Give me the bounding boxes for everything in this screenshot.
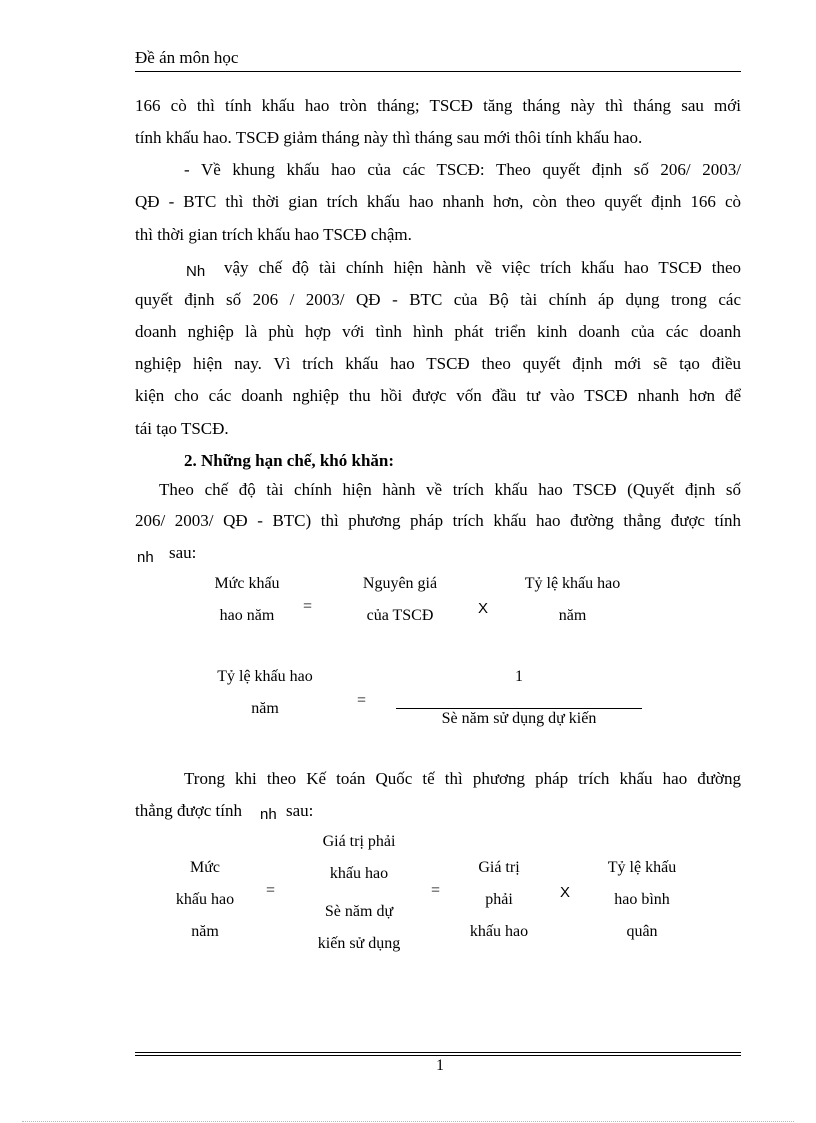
- times-sign: X: [478, 600, 489, 617]
- formula-lhs: Mức: [190, 859, 220, 876]
- page-edge-dotted-line: [22, 1121, 794, 1122]
- paragraph-line: vậy chế độ tài chính hiện hành về việc trích khấu hao TSCĐ theo: [224, 258, 741, 277]
- fraction-denominator: Sè năm dự: [324, 903, 394, 920]
- paragraph-line: doanh nghiệp là phù hợp với tình hình phát triển kinh doanh của các doanh: [135, 322, 741, 341]
- paragraph-word: thẳng được tính: [135, 801, 242, 820]
- equals-sign: =: [357, 692, 367, 709]
- fraction-numerator: khấu hao: [329, 865, 389, 882]
- paragraph-line: 206/ 2003/ QĐ - BTC) thì phương pháp trích khấu hao đường thẳng được tính: [135, 511, 741, 530]
- formula-lhs: hao năm: [219, 607, 275, 624]
- paragraph-word: sau:: [169, 543, 197, 562]
- formula-term: quân: [626, 923, 658, 940]
- formula-lhs: Tỷ lệ khấu hao: [217, 668, 313, 685]
- fraction-numerator: 1: [515, 668, 523, 685]
- formula-lhs: năm: [251, 700, 279, 717]
- footer-rule: [135, 1055, 741, 1056]
- footer-rule: [135, 1052, 741, 1053]
- paragraph-line: kiện cho các doanh nghiệp thu hồi được vốn đầu tư vào TSCĐ nhanh hơn để: [135, 386, 741, 405]
- header-rule: [135, 71, 741, 72]
- fraction-bar: [396, 708, 642, 709]
- paragraph-line: - Về khung khấu hao của các TSCĐ: Theo quyết định số 206/ 2003/: [184, 160, 741, 179]
- formula-lhs: Mức khấu: [214, 575, 280, 592]
- times-sign: X: [560, 884, 571, 901]
- formula-lhs: năm: [191, 923, 219, 940]
- equals-sign: =: [303, 598, 313, 615]
- fraction-numerator: Giá trị phải: [322, 833, 396, 850]
- formula-term: năm: [558, 607, 587, 624]
- paragraph-word: nh: [137, 549, 154, 566]
- paragraph-line: quyết định số 206 / 2003/ QĐ - BTC của Bộ tài chính áp dụng trong các: [135, 290, 741, 309]
- paragraph-line: tái tạo TSCĐ.: [135, 419, 229, 438]
- formula-term: phải: [485, 891, 513, 908]
- equals-sign: =: [266, 882, 276, 899]
- page-number: 1: [436, 1057, 444, 1074]
- formula-term: Tỷ lệ khấu: [607, 859, 677, 876]
- formula-lhs: khấu hao: [175, 891, 235, 908]
- page-header-title: Đề án môn học: [135, 48, 239, 67]
- formula-term: khấu hao: [469, 923, 529, 940]
- equals-sign: =: [431, 882, 441, 899]
- paragraph-line: Theo chế độ tài chính hiện hành về trích khấu hao TSCĐ (Quyết định số: [159, 480, 741, 499]
- paragraph-word: sau:: [286, 801, 314, 820]
- paragraph-line: 166 cò thì tính khấu hao tròn tháng; TSCĐ tăng tháng này thì tháng sau mới: [135, 96, 741, 115]
- fraction-denominator: Sè năm sử dụng dự kiến: [441, 710, 597, 727]
- paragraph-first-word: Nh: [186, 263, 206, 280]
- formula-term: Giá trị: [478, 859, 520, 876]
- paragraph-line: QĐ - BTC thì thời gian trích khấu hao nhanh hơn, còn theo quyết định 166 cò: [135, 192, 741, 211]
- paragraph-word: nh: [260, 806, 277, 823]
- paragraph-line: thì thời gian trích khấu hao TSCĐ chậm.: [135, 225, 412, 244]
- formula-term: của TSCĐ: [366, 607, 434, 624]
- fraction-denominator: kiến sử dụng: [317, 935, 401, 952]
- formula-term: Nguyên giá: [362, 575, 438, 592]
- paragraph-line: Trong khi theo Kế toán Quốc tế thì phương pháp trích khấu hao đường: [184, 769, 741, 788]
- section-heading: 2. Những hạn chế, khó khăn:: [184, 451, 395, 470]
- paragraph-line: tính khấu hao. TSCĐ giảm tháng này thì tháng sau mới thôi tính khấu hao.: [135, 128, 643, 147]
- paragraph-line: nghiệp hiện nay. Vì trích khấu hao TSCĐ theo quyết định mới sẽ tạo điều: [135, 354, 741, 373]
- formula-term: Tỷ lệ khấu hao: [524, 575, 621, 592]
- formula-term: hao bình: [614, 891, 670, 908]
